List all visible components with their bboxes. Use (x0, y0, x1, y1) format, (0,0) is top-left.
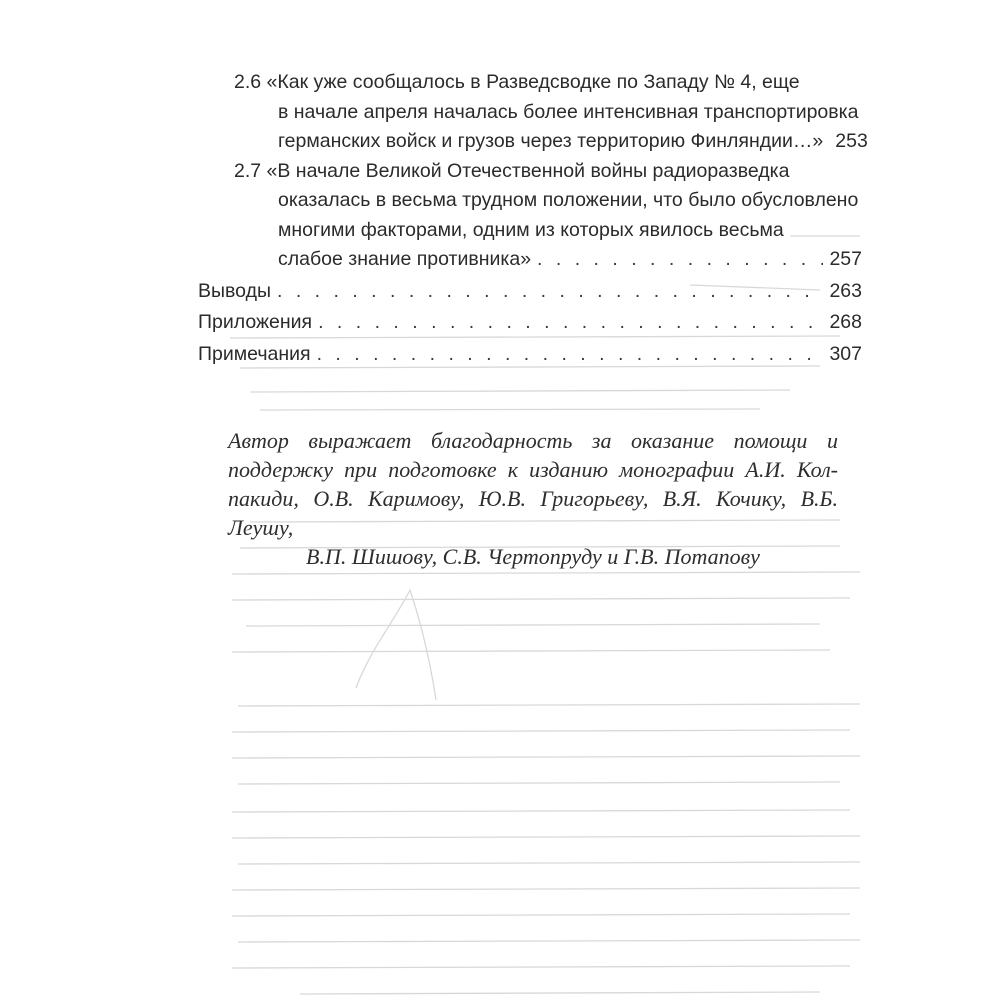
acknowledgement-paragraph (228, 426, 838, 571)
toc-entry-conclusions[interactable] (198, 277, 862, 307)
toc-page-number: 263 (829, 279, 862, 302)
toc-entry-line: германских войск и грузов через территорию Финляндии…» (278, 130, 824, 152)
toc-entry-notes[interactable] (198, 340, 862, 370)
table-of-contents (198, 68, 868, 369)
toc-entry-line: в начале апреля началась более интенсивная транспортировка (278, 100, 859, 123)
toc-entry-2-7[interactable] (198, 157, 862, 275)
dot-leader (277, 277, 823, 307)
toc-entry-appendices[interactable] (198, 308, 862, 338)
dot-leader (318, 308, 823, 338)
toc-entry-title: Приложения (198, 311, 313, 333)
toc-entry-2-6[interactable] (198, 68, 868, 157)
toc-page-number: 268 (829, 311, 862, 333)
acknowledgement-line: пакиди, О.В. Каримову, Ю.В. Григорьеву, В.Я. Кочику, В.Б. Леушу, (228, 486, 838, 540)
toc-entry-number: 2.6 (234, 71, 262, 93)
toc-entry-line: «Как уже сообщалось в Разведсводке по Западу № 4, еще (266, 71, 800, 93)
toc-entry-line: слабое знание противника» (278, 248, 532, 270)
dot-leader (317, 340, 824, 370)
acknowledgement-line: В.П. Шишову, С.В. Чертопруду и Г.В. Потапову (306, 544, 760, 569)
toc-entry-number: 2.7 (234, 159, 262, 182)
toc-entry-line: «В начале Великой Отечественной войны радиоразведка (266, 159, 790, 182)
acknowledgement-line: поддержку при подготовке к изданию монографии А.И. Кол- (228, 457, 838, 482)
dot-leader (537, 245, 823, 275)
toc-entry-title: Выводы (198, 279, 271, 302)
toc-entry-line: многими факторами, одним из которых явилось весьма (278, 218, 784, 241)
toc-page-number: 307 (829, 342, 862, 365)
acknowledgement-line: Автор выражает благодарность за оказание помощи и (228, 428, 838, 453)
toc-page-number: 257 (829, 248, 862, 270)
toc-page-number: 253 (835, 130, 868, 152)
toc-entry-line: оказалась в весьма трудном положении, что было обусловлено (278, 189, 859, 211)
toc-entry-title: Примечания (198, 342, 311, 365)
